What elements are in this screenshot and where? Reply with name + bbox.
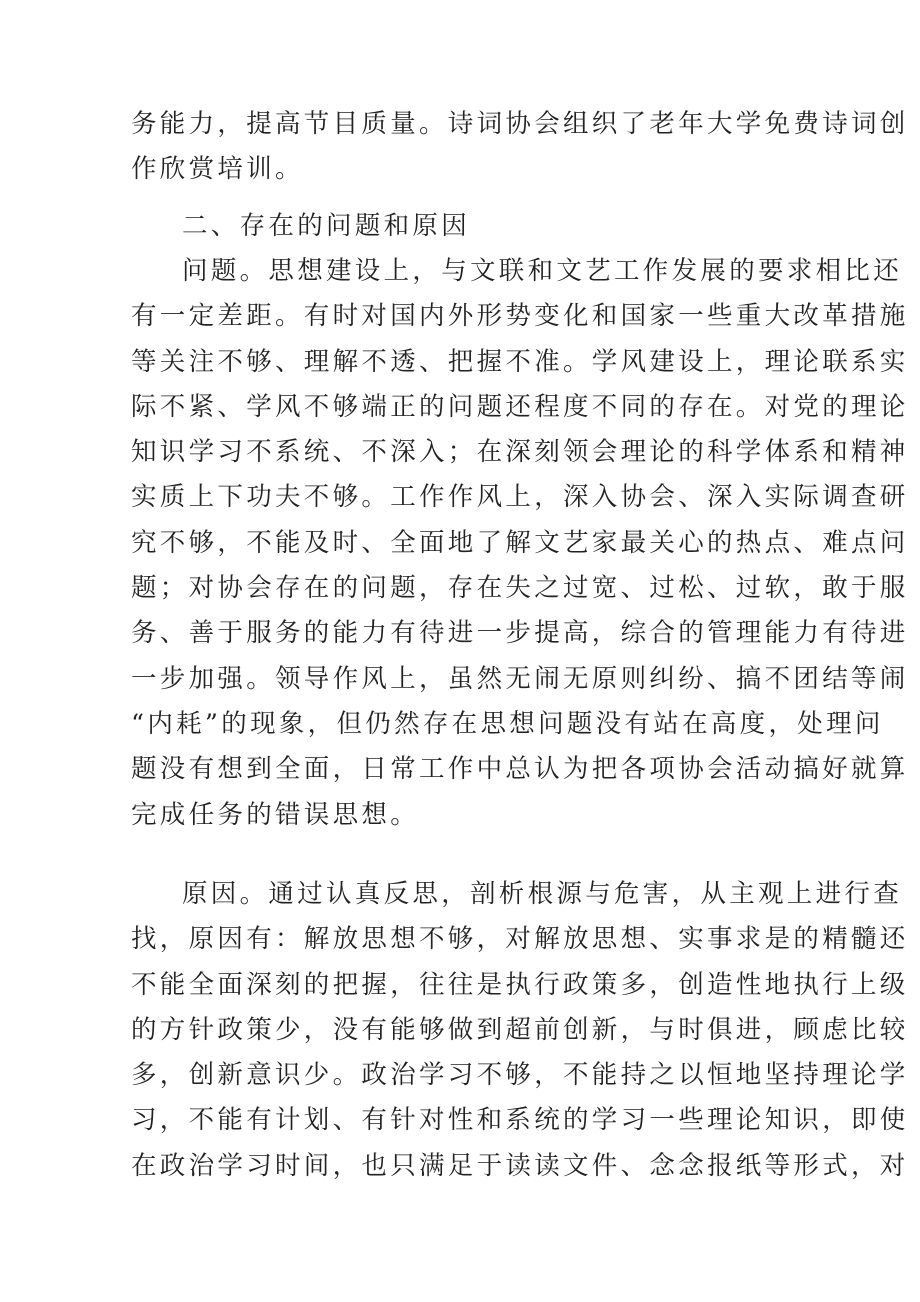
text-line: 不能全面深刻的把握，往往是执行政策多，创造性地执行上级 xyxy=(131,969,909,1000)
text-line: 一步加强。领导作风上，虽然无闹无原则纠纷、搞不团结等闹 xyxy=(131,663,909,694)
text-line: 务、善于服务的能力有待进一步提高，综合的管理能力有待进 xyxy=(131,618,909,649)
section-heading: 二、存在的问题和原因 xyxy=(182,211,471,241)
text-line: 知识学习不系统、不深入；在深刻领会理论的科学体系和精神 xyxy=(131,437,909,468)
text-line: 有一定差距。有时对国内外形势变化和国家一些重大改革措施 xyxy=(131,301,909,332)
paragraph-causes xyxy=(131,872,909,1189)
paragraph-continuation xyxy=(131,102,909,193)
paragraph-problems xyxy=(131,249,909,838)
section-heading-block xyxy=(131,204,797,249)
text-line: 在政治学习时间，也只满足于读读文件、念念报纸等形式，对 xyxy=(131,1150,909,1181)
text-line: 习，不能有计划、有针对性和系统的学习一些理论知识，即使 xyxy=(131,1105,909,1136)
text-line: 原因。通过认真反思，剖析根源与危害，从主观上进行查 xyxy=(182,879,903,909)
text-line: 际不紧、学风不够端正的问题还程度不同的存在。对党的理论 xyxy=(131,391,909,422)
text-line: 问题。思想建设上，与文联和文艺工作发展的要求相比还 xyxy=(182,256,903,286)
text-line: 等关注不够、理解不透、把握不准。学风建设上，理论联系实 xyxy=(131,346,909,377)
text-line: 的方针政策少，没有能够做到超前创新，与时俱进，顾虑比较 xyxy=(131,1014,909,1045)
text-line: 找，原因有：解放思想不够，对解放思想、实事求是的精髓还 xyxy=(131,924,909,955)
text-line: “内耗”的现象，但仍然存在思想问题没有站在高度，处理问 xyxy=(131,708,884,739)
text-line: 题没有想到全面，日常工作中总认为把各项协会活动搞好就算 xyxy=(131,754,909,785)
text-line: 题；对协会存在的问题，存在失之过宽、过松、过软，敢于服 xyxy=(131,573,909,604)
text-line: 实质上下功夫不够。工作作风上，深入协会、深入实际调查研 xyxy=(131,482,909,513)
text-line: 多，创新意识少。政治学习不够，不能持之以恒地坚持理论学 xyxy=(131,1060,909,1091)
text-line: 究不够，不能及时、全面地了解文艺家最关心的热点、难点问 xyxy=(131,527,909,558)
text-line: 完成任务的错误思想。 xyxy=(131,799,420,830)
text-line: 作欣赏培训。 xyxy=(131,154,304,185)
text-line: 务能力，提高节目质量。诗词协会组织了老年大学免费诗词创 xyxy=(131,109,909,139)
